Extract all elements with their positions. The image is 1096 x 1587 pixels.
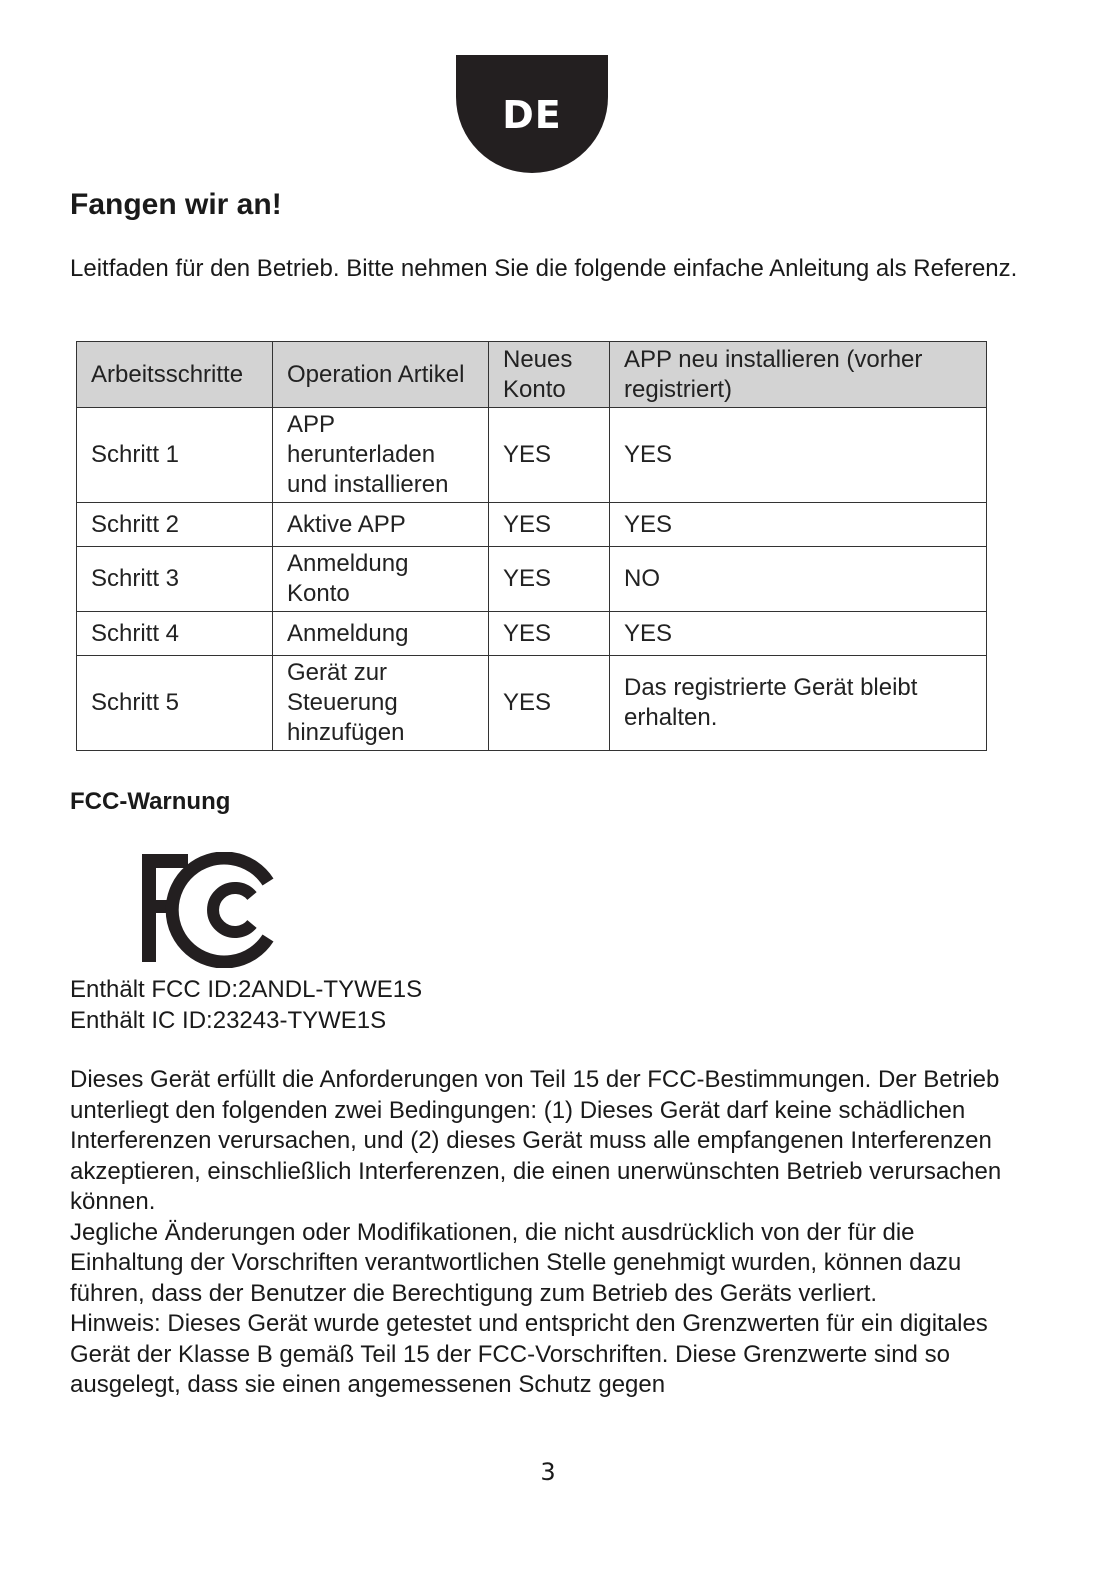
language-tab: [456, 55, 608, 173]
ic-id-text: Enthält IC ID:23243-TYWE1S: [70, 1007, 387, 1034]
table-row: [77, 503, 987, 547]
fcc-warning-title: FCC-Warnung: [70, 788, 231, 815]
fcc-logo-icon: [140, 852, 276, 968]
table-header-cell: Operation Artikel: [273, 342, 489, 408]
fcc-id-text: Enthält FCC ID:2ANDL-TYWE1S: [70, 976, 423, 1003]
table-header-cell: Arbeitsschritte: [77, 342, 273, 408]
table-cell: Schritt 3: [77, 547, 273, 612]
fcc-paragraph: Hinweis: Dieses Gerät wurde getestet und entspricht den Grenzwerten für ein digitales Gerät der Klasse B gemäß Teil 15 der FCC-Vorschriften. Diese Grenzwerte sind so ausgelegt, dass sie einen angemessenen Schutz gegen: [70, 1310, 988, 1398]
table-cell: APP herunterladen und installieren: [273, 408, 489, 503]
table-cell: NO: [610, 547, 987, 612]
table-header-cell: Neues Konto: [489, 342, 610, 408]
table-row: [77, 408, 987, 503]
table-header-row: [77, 342, 987, 408]
fcc-paragraph: Jegliche Änderungen oder Modifikationen, die nicht ausdrücklich von der für die Einhaltung der Vorschriften verantwortlichen Stelle genehmigt wurden, können dazu führen, dass der Benutzer die Berechtigung zum Betrieb des Geräts verliert.: [70, 1218, 962, 1307]
table-cell: Schritt 4: [77, 612, 273, 656]
table-cell: Gerät zur Steuerung hinzufügen: [273, 656, 489, 751]
device-ids: [70, 974, 422, 1036]
table-cell: YES: [610, 408, 987, 503]
table-cell: YES: [610, 503, 987, 547]
table-cell: Anmeldung: [273, 612, 489, 656]
fcc-body: [70, 1065, 1030, 1401]
table-cell: YES: [489, 656, 610, 751]
table-cell: Schritt 5: [77, 656, 273, 751]
table-cell: YES: [489, 612, 610, 656]
table-row: [77, 547, 987, 612]
fcc-paragraph: Dieses Gerät erfüllt die Anforderungen von Teil 15 der FCC-Bestimmungen. Der Betrieb unterliegt den folgenden zwei Bedingungen: (1) Dieses Gerät darf keine schädlichen Interferenzen verursachen, und (2) dieses Gerät muss alle empfangenen Interferenzen akzeptieren, einschließlich Interferenzen, die einen unerwünschten Betrieb verursachen können.: [70, 1066, 1002, 1215]
table-cell: Anmeldung Konto: [273, 547, 489, 612]
table-header-cell: APP neu installieren (vorher registriert): [610, 342, 987, 408]
table-cell: YES: [489, 547, 610, 612]
table-cell: Schritt 1: [77, 408, 273, 503]
table-cell: Aktive APP: [273, 503, 489, 547]
table-cell: YES: [489, 503, 610, 547]
table-row: [77, 612, 987, 656]
page-heading: Fangen wir an!: [70, 188, 282, 221]
steps-table: [76, 341, 987, 751]
page-number: 3: [540, 1458, 556, 1486]
table-cell: YES: [489, 408, 610, 503]
table-cell: YES: [610, 612, 987, 656]
language-tab-label: DE: [502, 93, 562, 137]
table-cell: Schritt 2: [77, 503, 273, 547]
intro-text: Leitfaden für den Betrieb. Bitte nehmen Sie die folgende einfache Anleitung als Referenz.: [70, 255, 1018, 282]
table-row: [77, 656, 987, 751]
table-cell: Das registrierte Gerät bleibt erhalten.: [610, 656, 987, 751]
